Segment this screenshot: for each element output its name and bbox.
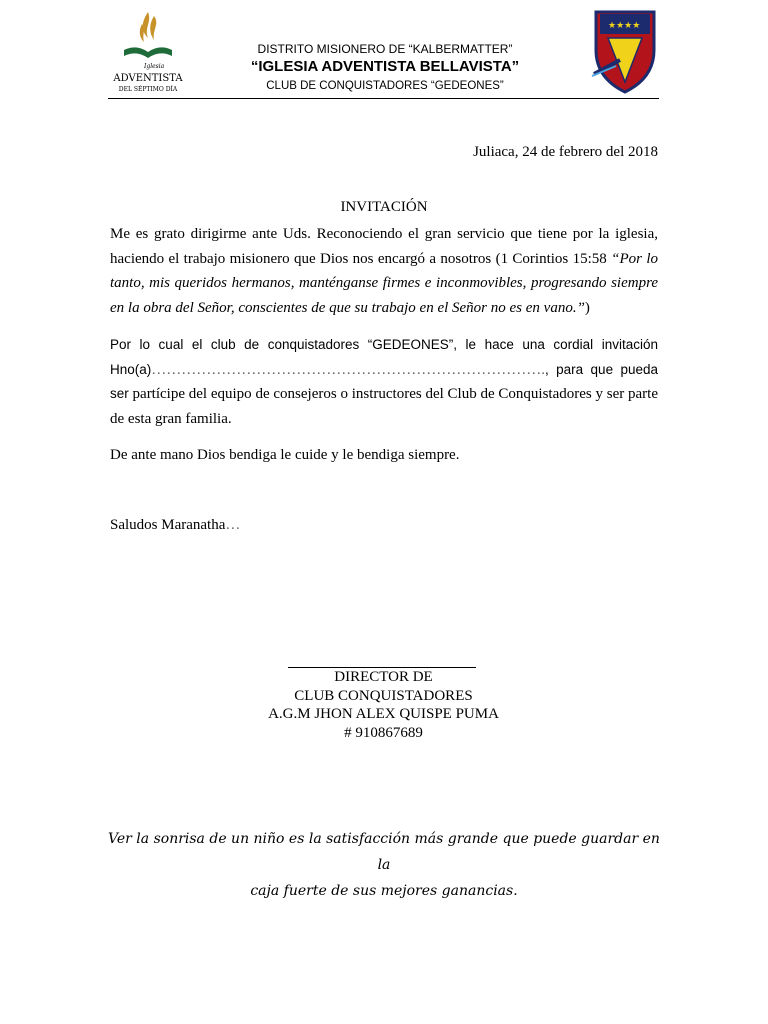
svg-text:ADVENTISTA: ADVENTISTA [113, 73, 183, 84]
invitation-line-2-end: , para que pueda ser [110, 361, 658, 401]
svg-text:Iglesia: Iglesia [144, 63, 165, 70]
bible-quote-end: ) [584, 299, 590, 316]
closing-line [110, 513, 658, 538]
bible-quote-line-2: siempre en la obra del Señor, conscientes de que su trabajo en el Señor no es en vano.” [110, 275, 659, 316]
signature-block [200, 668, 567, 742]
quote-line-1: Ver la sonrisa de un niño es la satisfacción más grande que puede guardar en la [108, 831, 660, 873]
invitee-blank: ……………………………………………………………………. [151, 361, 546, 378]
letter-date: Juliaca, 24 de febrero del 2018 [473, 144, 658, 160]
club-name: CLUB DE CONQUISTADORES “GEDEONES” [266, 80, 504, 92]
quote-line-2: caja fuerte de sus mejores ganancias. [250, 883, 518, 899]
invitee-prefix: Hno(a) [110, 361, 152, 377]
paragraph-intro [110, 222, 658, 320]
header-rule [108, 98, 659, 99]
signature-title: DIRECTOR DE [334, 669, 433, 685]
paragraph-invitation [110, 333, 658, 431]
bible-quote-start: “Por [611, 250, 642, 267]
church-name: “IGLESIA ADVENTISTA BELLAVISTA” [250, 58, 520, 75]
adventist-church-logo [100, 8, 196, 94]
signature-phone: # 910867689 [344, 724, 423, 741]
intro-line-1: Me es grato dirigirme ante Uds. Reconociendo el gran servicio que tiene por la iglesia, [110, 226, 658, 242]
invitation-line-3: partícipe del equipo de consejeros o instructores del Club de Conquistadores y ser parte [132, 386, 658, 402]
invitation-line-4: de esta gran familia. [110, 410, 232, 427]
closing-text: Saludos Maranatha [110, 517, 226, 533]
closing-quote [100, 826, 668, 904]
svg-text:★★★★: ★★★★ [608, 21, 641, 31]
bible-quote-line-1: lo tanto, mis queridos hermanos, manténganse firmes e inconmovibles, progresando [110, 250, 659, 291]
signature-club: CLUB CONQUISTADORES [294, 687, 473, 704]
district-line: DISTRITO MISIONERO DE “KALBERMATTER” [257, 42, 513, 56]
blessing-line: De ante mano Dios bendiga le cuide y le bendiga siempre. [110, 447, 460, 463]
intro-line-2: haciendo el trabajo misionero que Dios nos encargó a nosotros (1 Corintios 15:58 [110, 250, 612, 267]
svg-text:DEL SÉPTIMO DÍA: DEL SÉPTIMO DÍA [118, 86, 178, 93]
pathfinder-shield-logo [586, 4, 664, 96]
signature-name: A.G.M JHON ALEX QUISPE PUMA [268, 706, 499, 722]
closing-ellipsis: … [225, 517, 241, 533]
invitation-line-1: Por lo cual el club de conquistadores “GEDEONES”, le hace una cordial invitación [110, 337, 658, 352]
letter-title: INVITACIÓN [340, 199, 428, 215]
